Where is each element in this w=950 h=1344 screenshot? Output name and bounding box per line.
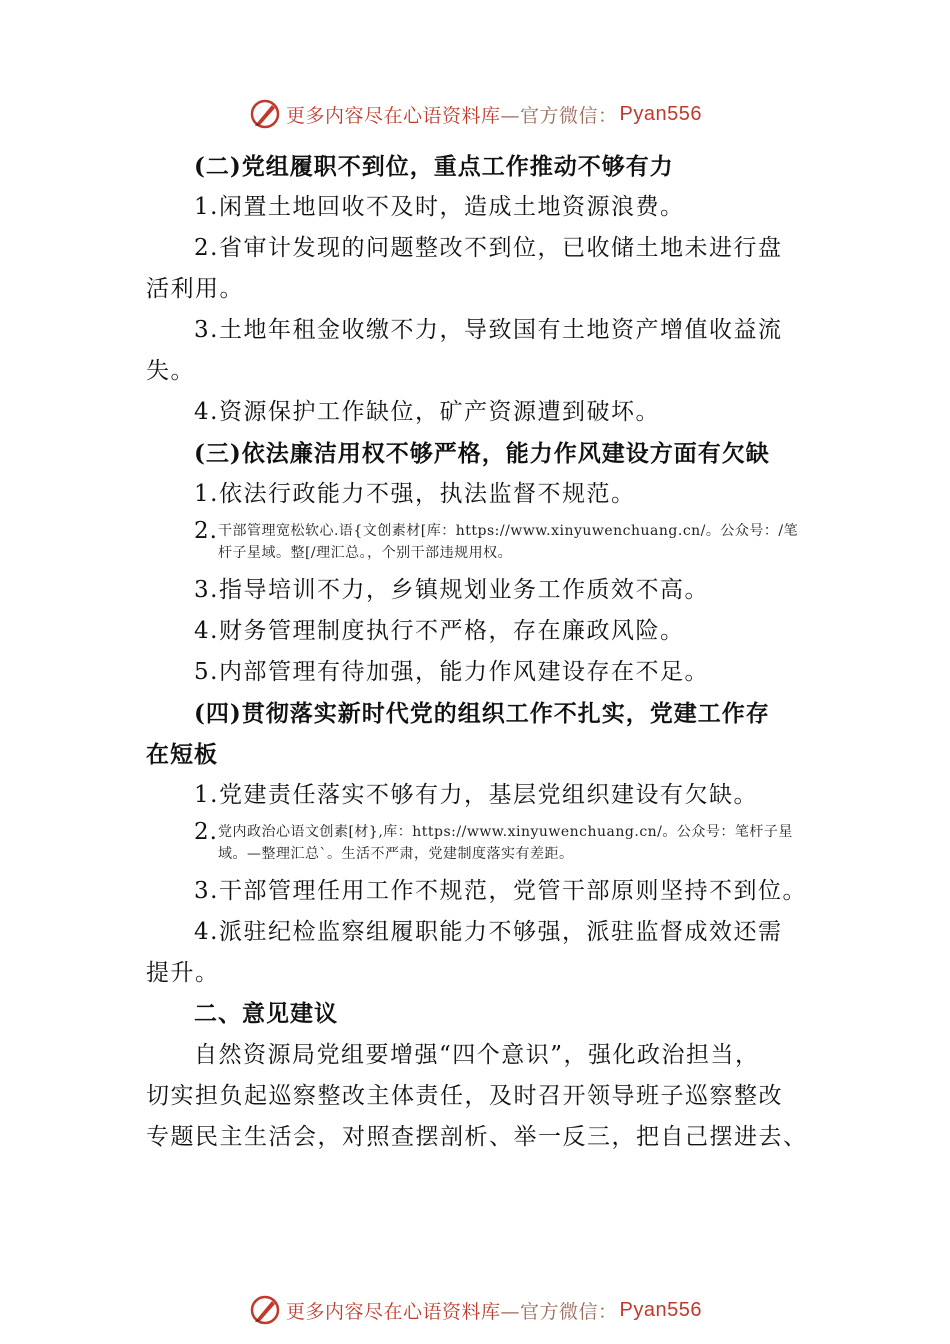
list-item: 1.党建责任落实不够有力，基层党组织建设有欠缺。 <box>194 782 758 808</box>
header-watermark-banner <box>0 94 950 134</box>
section-heading-4: (四)贯彻落实新时代党的组织工作不扎实，党建工作存 <box>194 700 770 727</box>
list-item: 2.省审计发现的问题整改不到位，已收储土地未进行盘 <box>194 235 783 261</box>
list-item: 4.派驻纪检监察组履职能力不够强，派驻监督成效还需 <box>194 919 783 945</box>
list-item: 1.闲置土地回收不及时，造成土地资源浪费。 <box>194 194 685 220</box>
list-item: 5.内部管理有待加强，能力作风建设存在不足。 <box>194 659 709 685</box>
paragraph-line: 自然资源局党组要增强“四个意识”，强化政治担当， <box>194 1042 760 1068</box>
list-item-continuation: 活利用。 <box>146 276 244 302</box>
list-item: 1.依法行政能力不强，执法监督不规范。 <box>194 481 636 507</box>
banner-main-text: 更多内容尽在心语资料库 <box>286 104 501 127</box>
footer-watermark-banner <box>0 1290 950 1330</box>
list-item: 4.资源保护工作缺位，矿产资源遭到破坏。 <box>194 399 660 425</box>
item-number: 2. <box>194 518 218 544</box>
banner-sub-text: —官方微信： <box>500 1300 618 1323</box>
paragraph-line: 切实担负起巡察整改主体责任，及时召开领导班子巡察整改 <box>146 1083 783 1109</box>
paragraph-line: 专题民主生活会，对照查摆剖析、举一反三，把自己摆进去、 <box>146 1124 808 1150</box>
list-item: 3.土地年租金收缴不力，导致国有土地资产增值收益流 <box>194 317 783 343</box>
list-item-continuation: 失。 <box>146 358 195 384</box>
list-item: 4.财务管理制度执行不严格，存在廉政风险。 <box>194 618 685 644</box>
document-body <box>146 146 806 1158</box>
section-heading-4-continuation: 在短板 <box>146 741 218 768</box>
list-item-small <box>146 820 806 865</box>
main-heading-2: 二、意见建议 <box>194 1001 338 1027</box>
banner-sub-text: —官方微信： <box>500 104 618 127</box>
section-heading-2: (二)党组履职不到位，重点工作推动不够有力 <box>194 153 674 180</box>
list-item: 3.指导培训不力，乡镇规划业务工作质效不高。 <box>194 577 709 603</box>
banner-wechat-id: Pyan556 <box>619 1298 702 1321</box>
list-item-small <box>146 519 806 564</box>
banner-main-text: 更多内容尽在心语资料库 <box>286 1300 501 1323</box>
banner-wechat-id: Pyan556 <box>619 102 702 125</box>
item-number: 2. <box>194 819 218 845</box>
section-heading-3: (三)依法廉洁用权不够严格，能力作风建设方面有欠缺 <box>194 440 770 467</box>
pen-logo-icon <box>248 97 282 131</box>
list-item-continuation: 提升。 <box>146 960 220 986</box>
item-small-text: 干部管理宽松软心.语{文创素材[库：https://www.xinyuwenchuang.cn/。公众号：/笔杆子星域。整[/理汇总。，个别干部违规用权。 <box>217 523 799 561</box>
pen-logo-icon <box>248 1293 282 1327</box>
list-item: 3.干部管理任用工作不规范，党管干部原则坚持不到位。 <box>194 878 807 904</box>
item-small-text: 党内政治心语文创素[材},库：https://www.xinyuwenchuang.cn/。公众号：笔杆子星域。—整理汇总`。生活不严肃，党建制度落实有差距。 <box>217 824 793 862</box>
